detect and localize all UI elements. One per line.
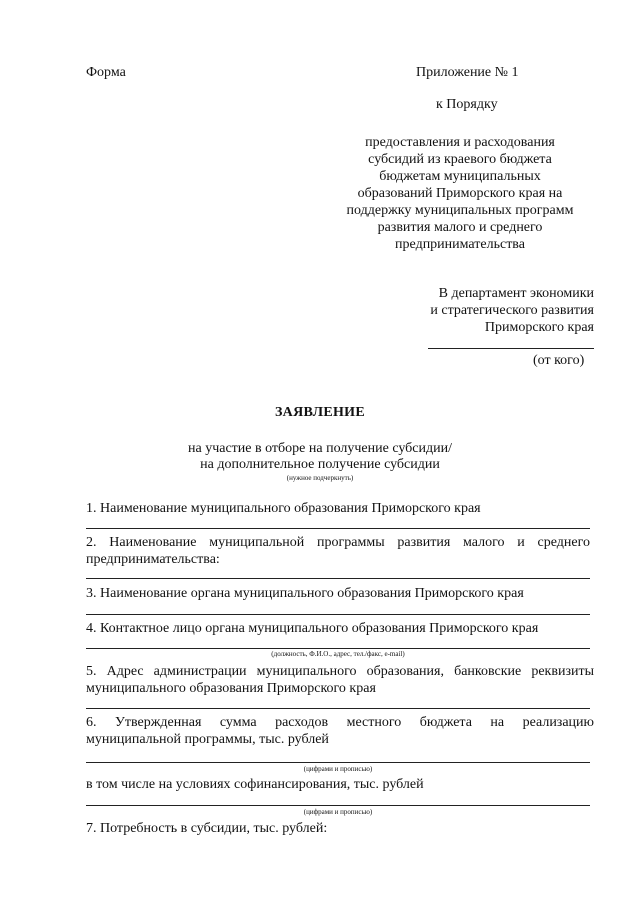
order-title-line: предоставления и расходования: [365, 135, 555, 150]
item-6a-text: в том числе на условиях софинансирования, тыс. рублей: [86, 777, 424, 792]
item-4-fill-line[interactable]: [86, 648, 590, 649]
item-6-line-2: муниципальной программы, тыс. рублей: [86, 732, 329, 747]
form-label: Форма: [86, 65, 126, 80]
item-6a-fill-line[interactable]: [86, 805, 590, 806]
order-title-line: субсидий из краевого бюджета: [368, 152, 552, 167]
from-label: (от кого): [533, 353, 585, 368]
item-5-line-2: муниципального образования Приморского края: [86, 681, 376, 696]
order-title-line: бюджетам муниципальных: [379, 169, 541, 184]
item-1-text: 1. Наименование муниципального образования Приморского края: [86, 501, 481, 516]
item-3-fill-line[interactable]: [86, 614, 590, 615]
appendix-label: Приложение № 1: [416, 65, 519, 80]
recipient-block: [330, 285, 594, 336]
to-order-label: к Порядку: [436, 97, 498, 112]
recipient-line: и стратегического развития: [430, 303, 594, 318]
item-2-text: [86, 534, 590, 568]
underline-note: (нужное подчеркнуть): [286, 474, 354, 482]
item-4-caption: (должность, Ф.И.О., адрес, тел./факс, e-mail): [271, 650, 405, 658]
document-subtitle: на дополнительное получение субсидии: [200, 457, 440, 472]
recipient-line: В департамент экономики: [438, 286, 594, 301]
item-6-fill-line[interactable]: [86, 762, 590, 763]
order-title-line: развития малого и среднего: [377, 220, 543, 235]
order-title-line: предпринимательства: [395, 237, 525, 252]
order-title-line: поддержку муниципальных программ: [346, 203, 574, 218]
recipient-line: Приморского края: [484, 320, 594, 335]
item-5-text: [86, 663, 594, 697]
item-6-line-1: 6. Утвержденная сумма расходов местного бюджета на реализацию: [86, 715, 594, 730]
sender-line: [428, 348, 594, 349]
order-title-line: образований Приморского края на: [357, 186, 563, 201]
order-title-block: [340, 134, 580, 253]
item-5-fill-line[interactable]: [86, 708, 590, 709]
item-3-text: 3. Наименование органа муниципального образования Приморского края: [86, 586, 524, 601]
document-title: ЗАЯВЛЕНИЕ: [274, 405, 365, 420]
item-2-line-2: предпринимательства:: [86, 552, 220, 567]
item-7-text: 7. Потребность в субсидии, тыс. рублей:: [86, 821, 328, 836]
item-2-fill-line[interactable]: [86, 578, 590, 579]
item-6a-caption: (цифрами и прописью): [303, 808, 373, 816]
item-1-fill-line[interactable]: [86, 528, 590, 529]
item-4-text: 4. Контактное лицо органа муниципального образования Приморского края: [86, 621, 539, 636]
item-6-caption: (цифрами и прописью): [303, 765, 373, 773]
document-subtitle: на участие в отборе на получение субсидии/: [187, 441, 452, 456]
item-5-line-1: 5. Адрес администрации муниципального образования, банковские реквизиты: [86, 664, 594, 679]
item-2-line-1: 2. Наименование муниципальной программы развития малого и среднего: [86, 535, 590, 550]
item-6-text: [86, 714, 594, 748]
